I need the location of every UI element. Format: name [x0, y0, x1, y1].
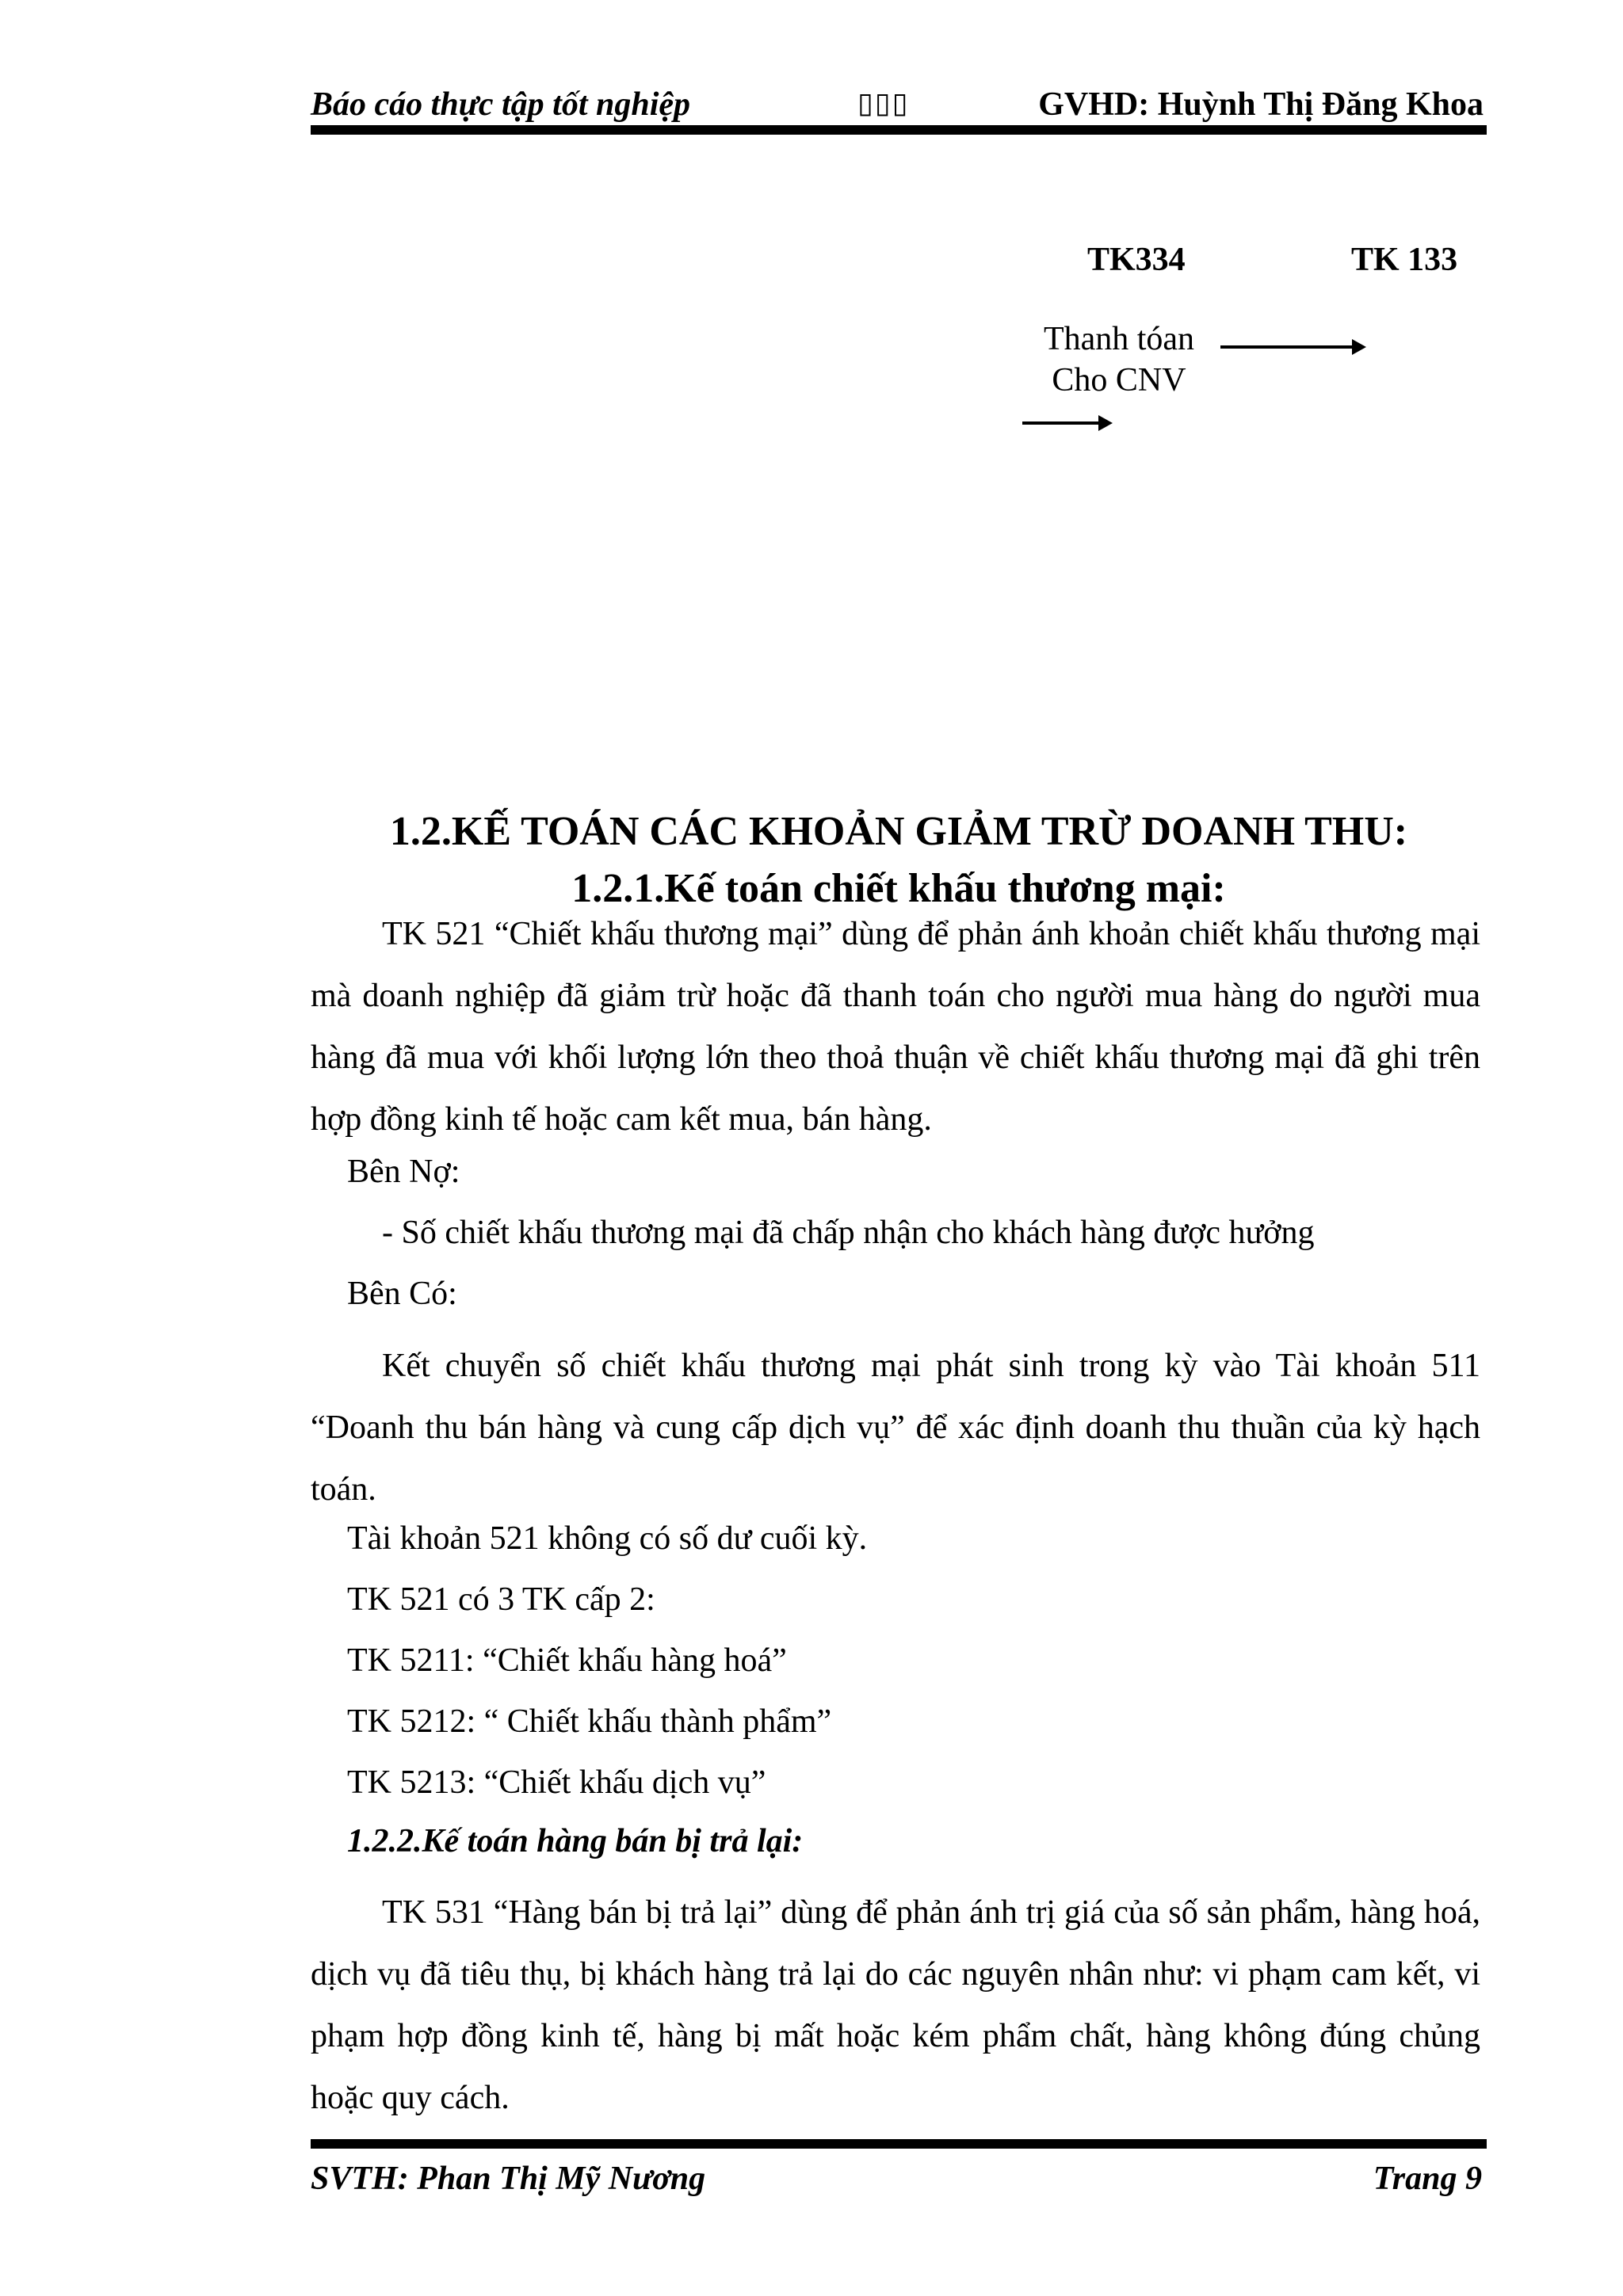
report-title: Báo cáo thực tập tốt nghiệp	[311, 86, 691, 123]
ornament-icon: ▯▯▯	[857, 87, 910, 120]
sub-account-5211: TK 5211: “Chiết khấu hàng hoá”	[347, 1642, 787, 1679]
header-rule	[311, 125, 1487, 135]
account-diagram	[951, 230, 1506, 467]
footer-rule	[311, 2139, 1487, 2149]
account-label-133: TK 133	[1351, 242, 1458, 278]
student-name: SVTH: Phan Thị Mỹ Nương	[311, 2161, 706, 2197]
paragraph-tk521: TK 521 “Chiết khấu thương mại” dùng để phản ánh khoản chiết khấu thương mại mà doanh nghiệp đã giảm trừ hoặc đã thanh toán cho người mua hàng do người mua hàng đã mua với khối lượng lớn theo thoả thuận về chiết khấu thương mại đã ghi trên hợp đồng kinh tế hoặc cam kết mua, bán hàng.	[311, 916, 1480, 1138]
subsection-heading: 1.2.1.Kế toán chiết khấu thương mại:	[571, 866, 1226, 911]
diagram-note-line1: Thanh tóan	[1043, 321, 1195, 357]
ben-no-label: Bên Nợ:	[347, 1154, 460, 1190]
sub-account-5213: TK 5213: “Chiết khấu dịch vụ”	[347, 1764, 766, 1801]
arrow-right-icon	[1022, 421, 1102, 425]
no-balance-note: Tài khoản 521 không có số dư cuối kỳ.	[347, 1520, 868, 1557]
supervisor-name: GVHD: Huỳnh Thị Đăng Khoa	[1038, 86, 1484, 123]
paragraph-ket-chuyen: Kết chuyển số chiết khấu thương mại phát sinh trong kỳ vào Tài khoản 511 “Doanh thu bán hàng và cung cấp dịch vụ” để xác định doanh thu thuần của kỳ hạch toán.	[311, 1348, 1480, 1508]
ben-no-item: - Số chiết khấu thương mại đã chấp nhận cho khách hàng được hưởng	[382, 1215, 1315, 1251]
page-number: Trang 9	[1373, 2161, 1482, 2197]
sub-account-5212: TK 5212: “ Chiết khấu thành phẩm”	[347, 1703, 832, 1740]
diagram-note	[984, 318, 1254, 401]
page-header	[311, 86, 1484, 127]
subsection-heading-122: 1.2.2.Kế toán hàng bán bị trả lại:	[347, 1823, 804, 1859]
account-label-334: TK334	[1087, 242, 1186, 278]
section-heading: 1.2.KẾ TOÁN CÁC KHOẢN GIẢM TRỪ DOANH THU:	[389, 809, 1408, 854]
ben-co-label: Bên Có:	[347, 1276, 457, 1312]
arrow-right-icon	[1220, 345, 1355, 349]
sub-accounts-intro: TK 521 có 3 TK cấp 2:	[347, 1581, 655, 1618]
paragraph-tk531: TK 531 “Hàng bán bị trả lại” dùng để phản ánh trị giá của số sản phẩm, hàng hoá, dịch vụ đã tiêu thụ, bị khách hàng trả lại do các nguyên nhân như: vi phạm cam kết, vi phạm hợp đồng kinh tế, hàng bị mất hoặc kém phẩm chất, hàng không đúng chủng hoặc quy cách.	[311, 1894, 1480, 2116]
diagram-note-line2: Cho CNV	[1052, 362, 1186, 399]
